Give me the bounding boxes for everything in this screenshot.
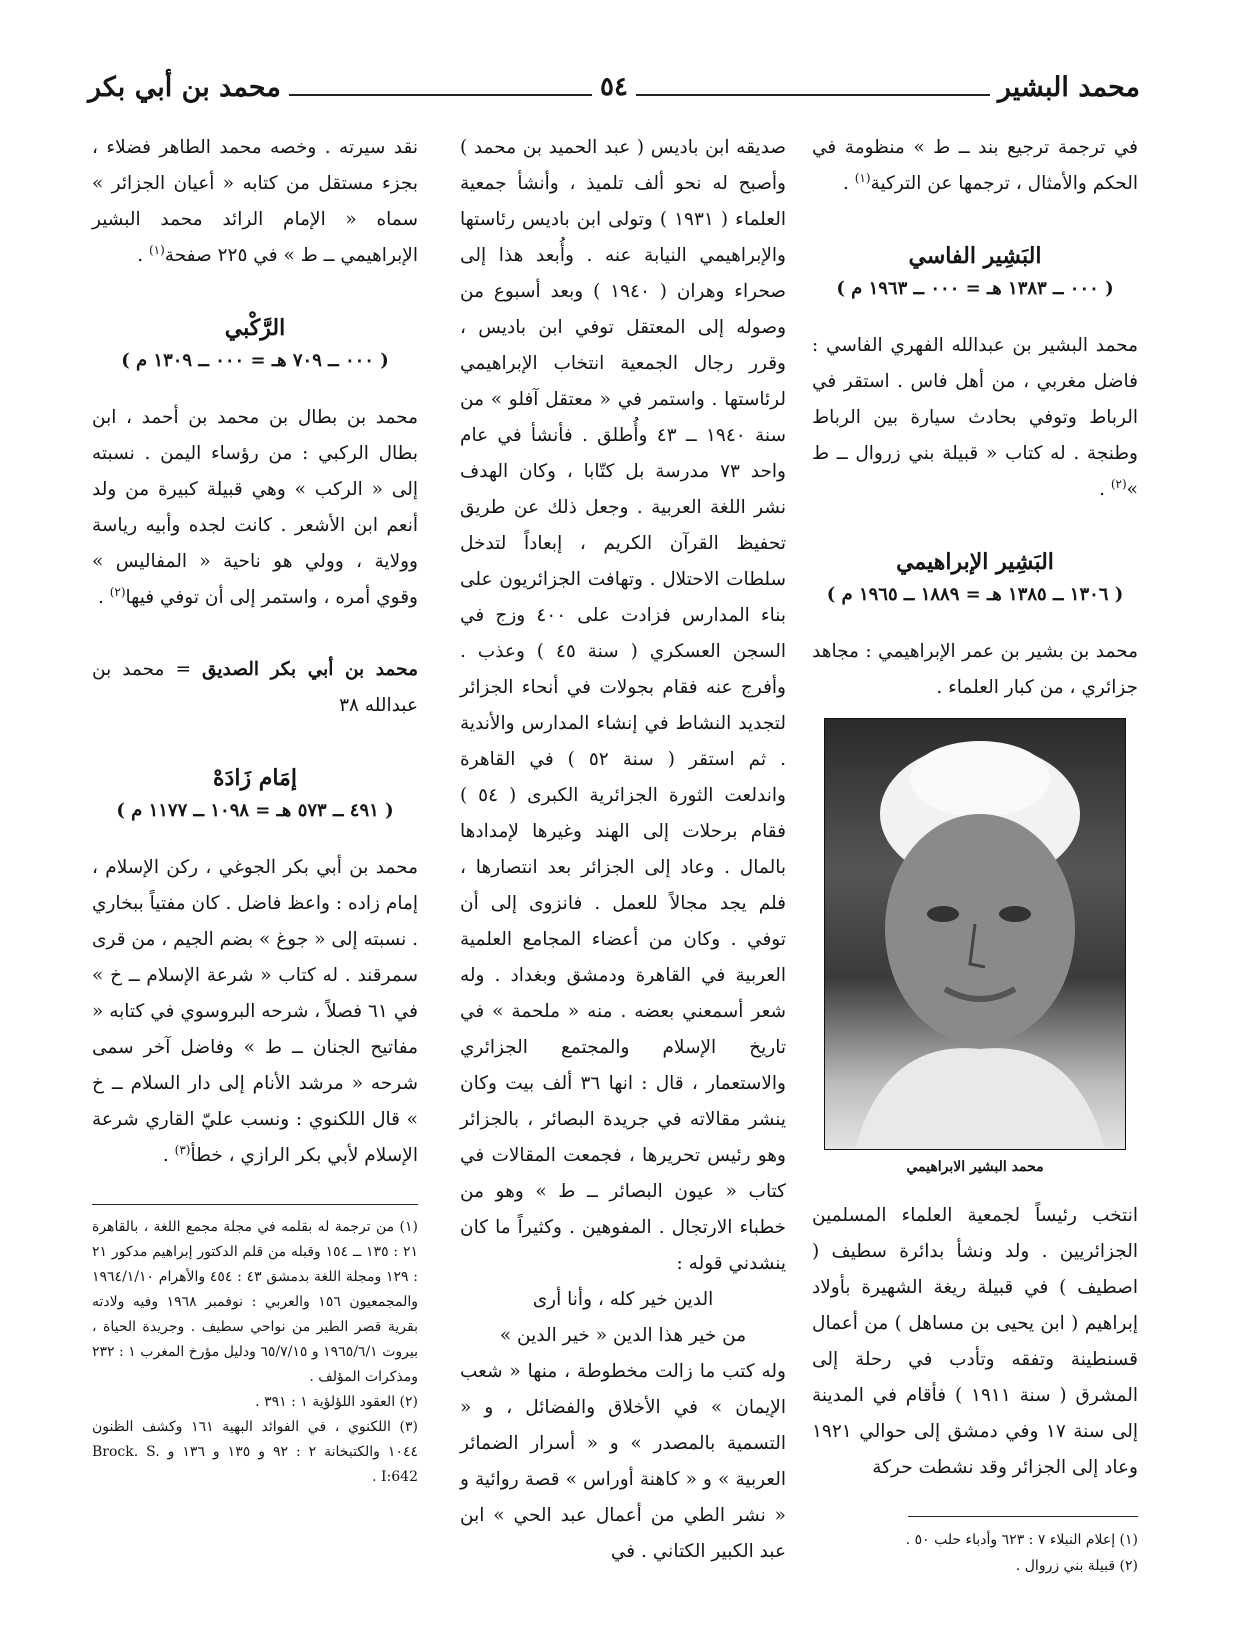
portrait-illustration (825, 719, 1125, 1149)
entry-dates-bashir-fasi: ( ٠٠٠ ــ ١٣٨٣ هـ = ٠٠٠ ــ ١٩٦٣ م ) (836, 278, 1114, 299)
right-intro-text: في ترجمة ترجيع بند ــ ط » منظومة في الحكم والأمثال ، ترجمها عن التركية (812, 137, 1138, 194)
right-column (812, 130, 1138, 1579)
verse-line-2: من خير هذا الدين « خير الدين » (499, 1325, 747, 1346)
entry-title-rakbi: الرَّكْبي (224, 315, 286, 341)
footnote-item: (١) إعلام النبلاء ٧ : ٦٢٣ وأدباء حلب ٥٠ . (905, 1532, 1138, 1548)
middle-text-2: وله كتب ما زالت مخطوطة ، منها « شعب الإيمان » في الأخلاق والفضائل ، و « التسمية بالمصدر » و « أسرار الضمائر العربية » و « كاهنة أوراس » قصة روائية و « نشر الطي من أعمال عبد الحي » ابن عبد الكبير الكتاني . في (460, 1361, 786, 1562)
middle-text: صديقه ابن باديس ( عبد الحميد بن محمد ) وأصبح له نحو ألف تلميذ ، وأنشأ جمعية العلماء ( ١٩٣١ ) وتولى ابن باديس رئاستها والإبراهيمي النيابة عنه . وأُبعد هذا إلى صحراء وهران ( ١٩٤٠ ) وبعد أسبوع من وصوله إلى المعتقل توفي ابن باديس ، وقرر رجال الجمعية انتخاب الإبراهيمي لرئاستها . واستمر في « معتقل آفلو » من سنة ١٩٤٠ ــ ٤٣ وأُطلق . فأنشأ في عام واحد ٧٣ مدرسة بل كتّابا ، وكان الهدف نشر اللغة العربية . وجعل ذلك عن طريق تحفيظ القرآن الكريم ، إبعاداً لتدخل سلطات الاحتلال . وتهافت الجزائريون على بناء المدارس فزادت على ٤٠٠ وزج في السجن العسكري ( سنة ٤٥ ) وعذب . وأفرج عنه فقام بجولات في أنحاء الجزائر لتجديد النشاط في إنشاء المدارس والأندية . ثم استقر ( سنة ٥٢ ) في القاهرة واندلعت الثورة الجزائرية الكبرى ( ٥٤ ) فقام برحلات إلى الهند وغيرها لإمدادها بالمال . وعاد إلى الجزائر بعد انتصارها ، فلم يجد مجالاً للعمل . فانزوى إلى أن توفي . وكان من أعضاء المجامع العلمية العربية في القاهرة ودمشق وبغداد . وله شعر أسمعني بعضه . منه « ملحمة » في تاريخ الإسلام والمجتمع الجزائري والاستعمار ، قال : انها ٣٦ ألف بيت وكان ينشر مقالاته في جريدة البصائر ، بالجزائر وهو رئيس تحريرها ، فجمعت المقالات في كتاب « عيون البصائر ــ ط » وهو من خطباء الارتجال . المفوهين . وكثيراً ما كان ينشدني قوله : (460, 137, 787, 1274)
entry-text-bashir-ibrahimi: انتخب رئيساً لجمعية العلماء المسلمين الجزائريين . ولد ونشأ بدائرة سطيف ( اصطيف ) في قبيلة ريغة الشهيرة بأولاد إبراهيم ( ابن يحيى بن مساهل ) من أعمال قسنطينة وتفقه وتأدب في رحلة إلى المشرق ( سنة ١٩١١ ) فأقام في المدينة إلى سنة ١٧ وفي دمشق إلى حوالي ١٩٢١ وعاد إلى الجزائر وقد نشطت حركة (812, 1205, 1138, 1478)
header-right-name: محمد البشير (990, 72, 1140, 103)
footnote-item: (٢) قبيلة بني زروال . (1015, 1558, 1138, 1574)
footnote-ref: (٣) (174, 1142, 191, 1157)
entry-dates-rakbi: ( ٠٠٠ ــ ٧٠٩ هـ = ٠٠٠ ــ ١٣٠٩ م ) (121, 350, 389, 371)
entry-body: محمد بن أبي بكر الجوغي ، ركن الإسلام ، إمام زاده : واعظ فاضل . كان مفتياً ببخاري . نسبته إلى « جوغ » بضم الجيم ، من قرى سمرقند . له كتاب « شرعة الإسلام ــ خ » في ٦١ فصلاً ، شرحه البروسوي في كتابه « مفاتيح الجنان ــ ط » وفاضل آخر سمى شرحه « مرشد الأنام إلى دار السلام ــ خ » قال اللكنوي : ونسب عليّ القاري شرعة الإسلام لأبي بكر الرازي ، خطأ (92, 857, 418, 1166)
entry-text-bashir-fasi (812, 328, 1138, 508)
punctuation: . (162, 1145, 175, 1166)
footnote-item: (٣) اللكنوي ، في الفوائد البهية ١٦١ وكشف الظنون ١٠٤٤ والكتبخانة ٢ : ٩٢ و ١٣٥ و ١٣٦ و Brock. S. I:642 . (92, 1419, 418, 1485)
running-header (88, 72, 1140, 112)
portrait-caption: محمد البشير الابراهيمي (906, 1159, 1044, 1175)
middle-column (460, 130, 786, 1570)
cross-reference (92, 652, 418, 724)
entry-title-imam-zadeh: إمَام زَادَهْ (213, 765, 297, 791)
footnote-rule (908, 1516, 1138, 1517)
punctuation: . (842, 173, 855, 194)
cross-reference-name: محمد بن أبي بكر الصديق (201, 659, 418, 680)
footnote-item: (١) من ترجمة له بقلمه في مجلة مجمع اللغة ، بالقاهرة ٢١ : ١٣٥ ــ ١٥٤ وقبله من قلم الدكتور إبراهيم مدكور ٢١ : ١٢٩ ومجلة اللغة بدمشق ٤٣ : ٤٥٤ والأهرام ١٩٦٤/١/١٠ والمجمعيون ١٥٦ والعربي : نوفمبر ١٩٦٨ وفيه ولادته بقرية قصر الطير من نواحي سطيف . وجريدة الحياة ، بيروت ١٩٦٥/٦/١ و ٦٥/٧/١٥ ودليل مؤرخ المغرب ١ : ٢٣٢ ومذكرات المؤلف . (92, 1219, 419, 1385)
page-number: ٥٤ (592, 72, 636, 102)
cross-reference-target: = محمد بن عبدالله ٣٨ (92, 659, 418, 716)
punctuation: . (1099, 479, 1111, 500)
punctuation: . (97, 587, 110, 608)
portrait-photo (824, 718, 1126, 1150)
entry-text-imam-zadeh (92, 850, 418, 1174)
header-left-name: محمد بن أبي بكر (88, 72, 289, 103)
footnote-ref: (١) (854, 170, 871, 185)
entry-body: محمد البشير بن عبدالله الفهري الفاسي : فاضل مغربي ، من أهل فاس . استقر في الرباط وتوفي بحادث سيارة بين الرباط وطنجة . له كتاب « قبيلة بني زروال ــ ط » (812, 335, 1138, 500)
verse-line-1: الدين خير كله ، وأنا أرى (532, 1289, 714, 1310)
footnote-item: (٢) العقود اللؤلؤية ١ : ٣٩١ . (255, 1394, 418, 1410)
footnote-ref: (٢) (109, 584, 126, 599)
entry-dates-bashir-ibrahimi: ( ١٣٠٦ ــ ١٣٨٥ هـ = ١٨٨٩ ــ ١٩٦٥ م ) (826, 584, 1124, 605)
left-column (92, 130, 418, 1490)
left-intro-text: نقد سيرته . وخصه محمد الطاهر فضلاء ، بجزء مستقل من كتابه « أعيان الجزائر » سماه « الإمام الرائد محمد البشير الإبراهيمي ــ ط » في ٢٢٥ صفحة (92, 137, 418, 266)
punctuation: . (137, 245, 149, 266)
right-intro-paragraph (812, 130, 1138, 202)
entry-body: محمد بن بطال بن محمد بن أحمد ، ابن بطال الركبي : من رؤساء اليمن . نسبته إلى « الركب » وهي قبيلة كبيرة من ولد أنعم ابن الأشعر . كانت لجده وأبيه رياسة وولاية ، وولي هو ناحية « المفاليس » وقوي أمره ، واستمر إلى أن توفي فيها (92, 407, 418, 608)
footnote-ref: (٢) (1110, 476, 1127, 491)
portrait-figure (812, 718, 1138, 1150)
entry-dates-imam-zadeh: ( ٤٩١ ــ ٥٧٣ هـ = ١٠٩٨ ــ ١١٧٧ م ) (116, 800, 394, 821)
entry-text-rakbi (92, 400, 418, 616)
footnote-ref: (١) (148, 242, 165, 257)
footnote-rule (92, 1204, 418, 1205)
entry-title-bashir-ibrahimi: البَشِير الإبراهيمي (896, 549, 1054, 575)
entry-intro-bashir-ibrahimi: محمد بن بشير بن عمر الإبراهيمي : مجاهد جزائري ، من كبار العلماء . (812, 641, 1138, 698)
entry-title-bashir-fasi: البَشِير الفاسي (908, 243, 1042, 269)
left-intro-paragraph (92, 130, 418, 274)
